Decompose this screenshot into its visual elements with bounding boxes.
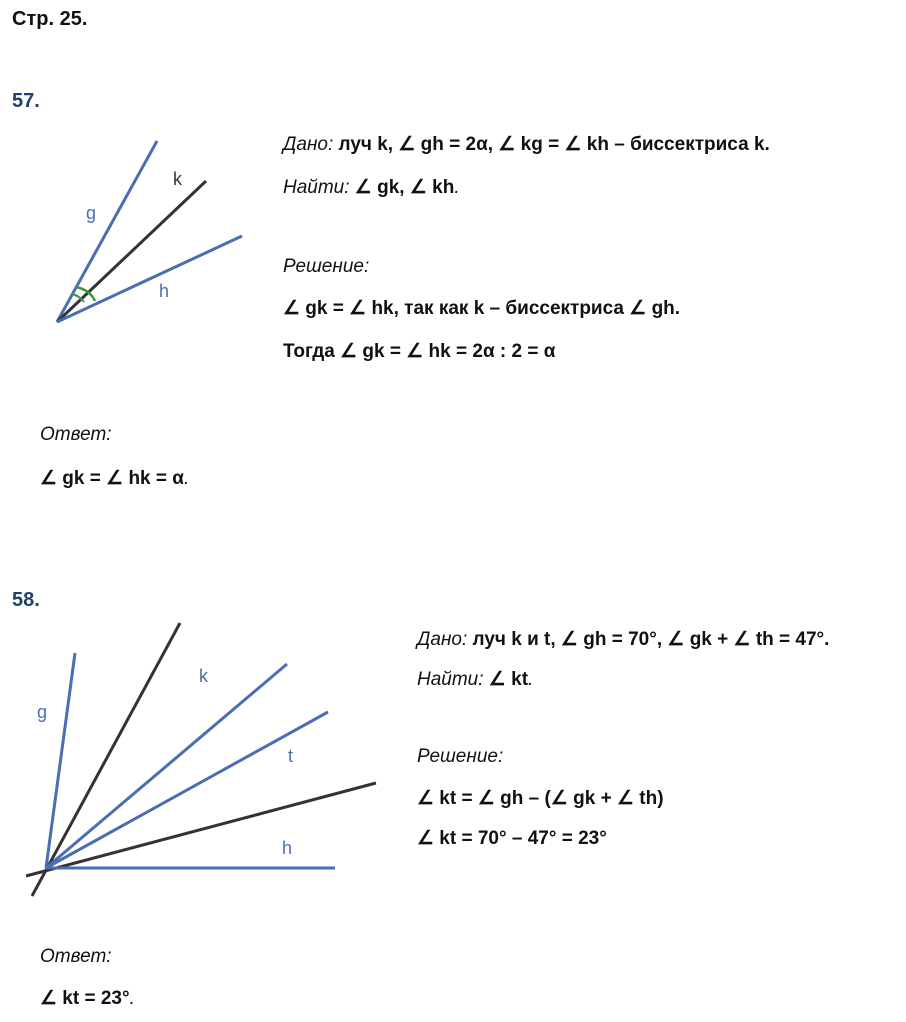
problem-58-solution-line-2: ∠ kt = 70° – 47° = 23° [417,828,607,849]
problem-58-solution-label: Решение: [417,746,504,767]
problem-57-find: Найти: ∠ gk, ∠ kh. [283,177,460,198]
ray-g-58 [46,653,75,868]
label-k-58: k [199,666,208,686]
problem-57-number: 57. [12,90,40,112]
label-h-58: h [282,838,293,858]
problem-58-find: Найти: ∠ kt. [417,669,534,690]
problem-57-solution-line-1: ∠ gk = ∠ hk, так как k – биссектриса ∠ gh. [283,298,681,319]
problem-58-answer: ∠ kt = 23°. [40,988,135,1009]
problem-58-given: Дано: луч k и t, ∠ gh = 70°, ∠ gk + ∠ th = 47°. [417,629,830,650]
problem-57-solution-label: Решение: [283,256,370,277]
problem-57-given: Дано: луч k, ∠ gh = 2α, ∠ kg = ∠ kh – биссектриса k. [283,134,770,155]
label-k: k [173,169,182,189]
label-h: h [159,281,170,301]
ray-black-lower [26,783,376,876]
ray-k [57,181,206,322]
label-t-58: t [288,746,294,766]
page-header: Стр. 25. [12,8,88,30]
problem-58-solution-line-1: ∠ kt = ∠ gh – (∠ gk + ∠ th) [417,788,664,809]
label-g-58: g [37,702,48,722]
problem-57-answer: ∠ gk = ∠ hk = α. [40,468,190,489]
problem-58-number: 58. [12,589,40,611]
problem-57-solution-line-2: Тогда ∠ gk = ∠ hk = 2α : 2 = α [283,341,556,362]
problem-57-answer-label: Ответ: [40,424,112,445]
label-g: g [86,203,97,223]
ray-h [57,236,242,322]
problem-58-answer-label: Ответ: [40,946,112,967]
